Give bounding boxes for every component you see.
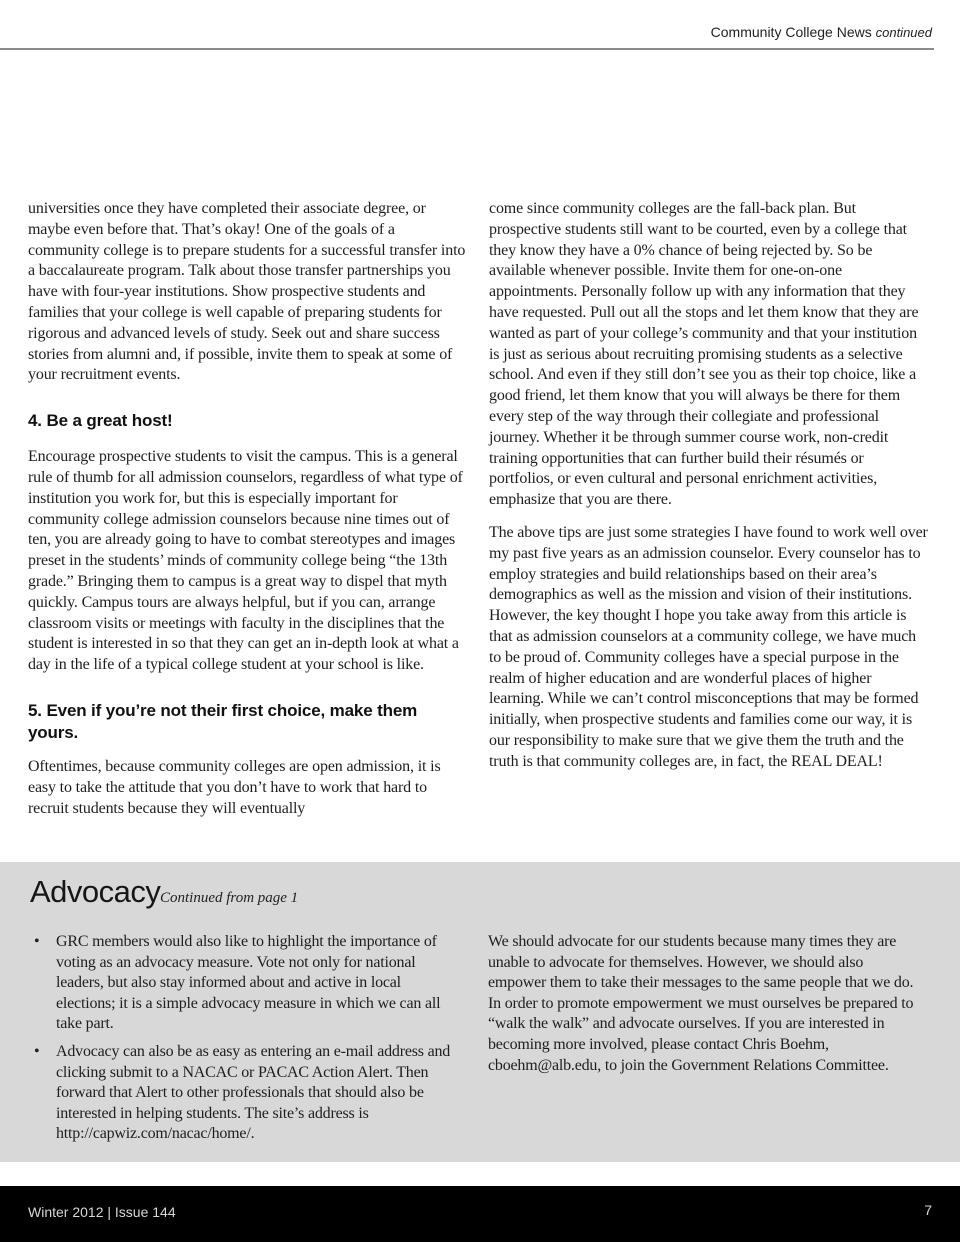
header-rule	[0, 48, 934, 50]
advocacy-title: Advocacy	[30, 874, 161, 909]
intro-paragraph: universities once they have completed their associate degree, or maybe even before that. That’s okay! One of the goals of a community college is to prepare students for a successful transfer into a baccalaureate program. Talk about those transfer partnerships you have with four-year institutions. Show prospective students and families that your college is well capable of preparing students for rigorous and advanced levels of study. Seek out and share success stories from alumni and, if possible, invite them to speak at some of your recruitment events.	[28, 200, 466, 384]
advocacy-section	[0, 862, 960, 1162]
list-item-text: Advocacy can also be as easy as entering an e-mail address and clicking submit to a NACAC or PACAC Action Alert. Then forward that Alert to other professionals that should also be interested in helping students. The site’s address is http://capwiz.com/nacac/home/.	[56, 1042, 451, 1143]
right-paragraph-2: The above tips are just some strategies I have found to work well over my past five years as an admission counselor. Every counselor has to employ strategies and build relationships based on their area’s demographics as well as the mission and vision of their institutions. However, the key thought I hope you take away from this article is that as admission counselors at a community college, we have much to be proud of. Community colleges have a special purpose in the realm of higher education and are wonderful places of higher learning. While we can’t control misconceptions that may be formed initially, when prospective students and families come our way, it is our responsibility to make sure that we give them the truth and the truth is that community colleges are, in fact, the REAL DEAL!	[489, 523, 928, 770]
section-5-paragraph: Oftentimes, because community colleges are open admission, it is easy to take the attitude that you don’t have to work that hard to recruit students because they will eventually	[28, 757, 441, 817]
list-item	[30, 932, 460, 1035]
bullet-icon: •	[34, 933, 40, 950]
advocacy-bullet-list	[30, 932, 460, 1145]
advocacy-right-column	[488, 932, 918, 1076]
advocacy-left-column	[30, 932, 460, 1152]
page-footer	[0, 1186, 960, 1242]
issue-label: Winter 2012 | Issue 144	[28, 1204, 176, 1220]
list-item	[30, 1042, 460, 1145]
section-heading-4: 4. Be a great host!	[28, 411, 173, 431]
running-header-title: Community College News	[710, 24, 872, 40]
advocacy-subtitle: Continued from page 1	[160, 890, 299, 906]
advocacy-right-paragraph: We should advocate for our students because many times they are unable to advocate for themselves. However, we should also empower them to take their messages to the same people that we do. In order to promote empowerment we must ourselves be prepared to “walk the walk” and advocate ourselves. If you are interested in becoming more involved, please contact Chris Boehm, cboehm@alb.edu, to join the Government Relations Committee.	[488, 933, 914, 1074]
right-paragraph-1: come since community colleges are the fall-back plan. But prospective students still want to be courted, even by a college that they know they have a 0% chance of being rejected by. So be available whenever possible. Invite them for one-on-one appointments. Personally follow up with any information that they have requested. Pull out all the stops and let them know that they are wanted as part of your college’s community and that your institution is just as serious about recruiting promising students as a selective school. And even if they still don’t see you as their top choice, like a good friend, let them know that you will always be there for them every step of the way through their collegiate and professional journey. Whether it be through summer course work, non-credit training opportunities that can further build their résumés or portfolios, or even cultural and personal enrichment activities, emphasize that you are there.	[489, 200, 919, 509]
article-left-column	[28, 199, 468, 819]
article-right-column	[489, 199, 929, 773]
section-4-paragraph: Encourage prospective students to visit the campus. This is a general rule of thumb for all admission counselors, regardless of what type of institution you work for, but this is especially important for community college admission counselors because nine times out of ten, you are already going to have to combat stereotypes and images preset in the students’ minds of community college being “the 13th grade.” Bringing them to campus is a great way to dispel that myth quickly. Campus tours are always helpful, but if you can, arrange classroom visits or meetings with faculty in the disciplines that the student is interested in so that they can get an in-depth look at what a day in the life of a typical college student at your school is like.	[28, 448, 463, 674]
page-number: 7	[924, 1202, 932, 1218]
bullet-icon: •	[34, 1042, 40, 1060]
list-item-text: GRC members would also like to highlight the importance of voting as an advocacy measure. Vote not only for national leaders, but also stay informed about and active in local elections; it is a simple advocacy measure in which we can all take part.	[56, 933, 441, 1033]
running-header	[711, 24, 932, 40]
running-header-suffix: continued	[875, 25, 932, 40]
section-heading-5: 5. Even if you’re not their first choice, make them yours.	[28, 700, 418, 742]
